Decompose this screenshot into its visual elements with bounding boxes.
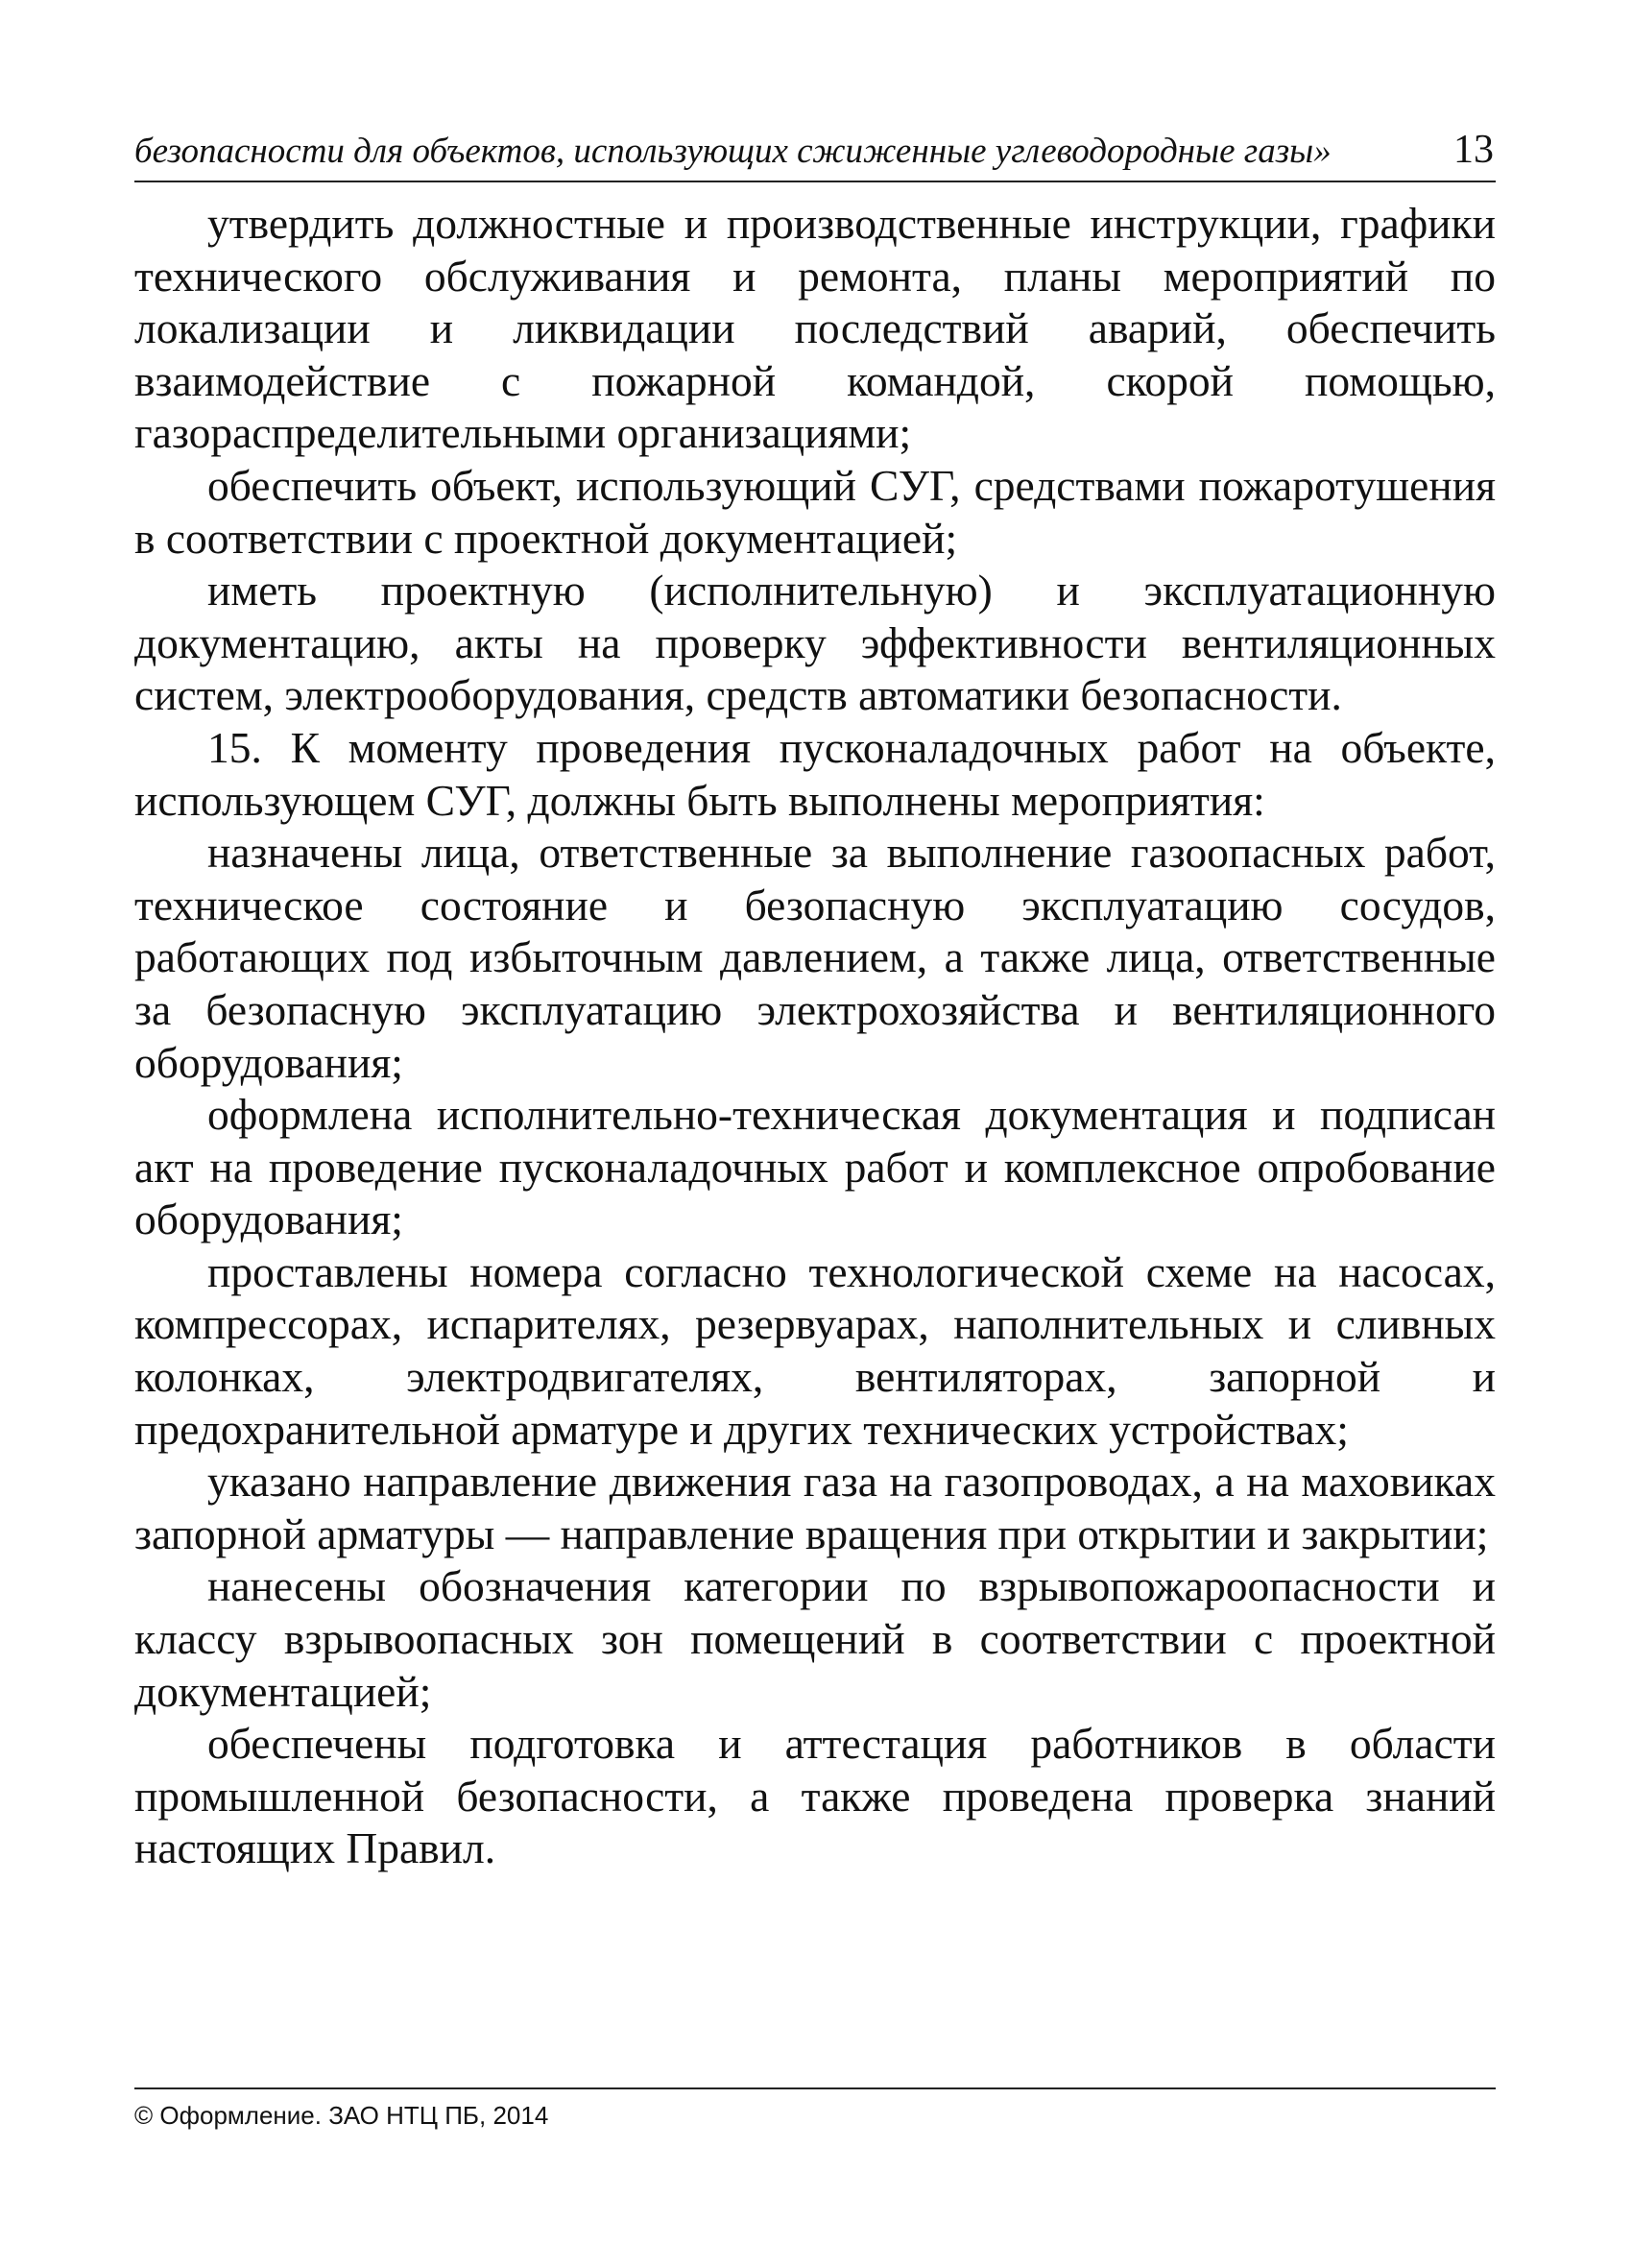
paragraph: проставлены номера согласно технологической схеме на насосах, компрессорах, испарителях, резервуарах, наполнительных и сливных колонках, электродвигателях, вентиляторах, запорной и предохранительной арматуре и других технических устройствах;	[134, 1246, 1496, 1454]
paragraph: утвердить должностные и производственные инструкции, графики технического обслуживания и ремонта, планы мероприятий по локализации и ликвидации последствий аварий, обеспечить взаимодействие с пожарной командой, скорой помощью, газораспределительными организациями;	[134, 199, 1496, 458]
footer	[134, 2087, 1496, 2130]
paragraph: нанесены обозначения категории по взрывопожароопасности и классу взрывоопасных зон помещений в соответствии с проектной документацией;	[134, 1561, 1496, 1716]
paragraph: обеспечить объект, использующий СУГ, средствами пожаротушения в соответствии с проектной документацией;	[134, 460, 1496, 563]
running-header-title: безопасности для объектов, использующих сжиженные углеводородные газы»	[134, 132, 1332, 171]
paragraph: иметь проектную (исполнительную) и эксплуатационную документацию, акты на проверку эффективности вентиляционных систем, электрооборудования, средств автоматики безопасности.	[134, 566, 1496, 720]
paragraph: указано направление движения газа на газопроводах, а на маховиках запорной арматуры — направление вращения при открытии и закрытии;	[134, 1457, 1496, 1558]
body-text	[134, 198, 1496, 1875]
paragraph: назначены лица, ответственные за выполнение газоопасных работ, техническое состояние и безопасную эксплуатацию сосудов, работающих под избыточным давлением, а также лица, ответственные за безопасную эксплуатацию электрохозяйства и вентиляционного оборудования;	[134, 828, 1496, 1087]
paragraph: 15. К моменту проведения пусконаладочных работ на объекте, использующем СУГ, должны быть выполнены мероприятия:	[134, 722, 1496, 825]
running-header	[134, 123, 1496, 182]
paragraph: обеспечены подготовка и аттестация работников в области промышленной безопасности, а также проведена проверка знаний настоящих Правил.	[134, 1719, 1496, 1873]
footer-copyright: © Оформление. ЗАО НТЦ ПБ, 2014	[134, 2101, 549, 2130]
paragraph: оформлена исполнительно-техническая документация и подписан акт на проведение пусконаладочных работ и комплексное опробование оборудования;	[134, 1090, 1496, 1244]
page-number: 13	[1453, 128, 1494, 172]
